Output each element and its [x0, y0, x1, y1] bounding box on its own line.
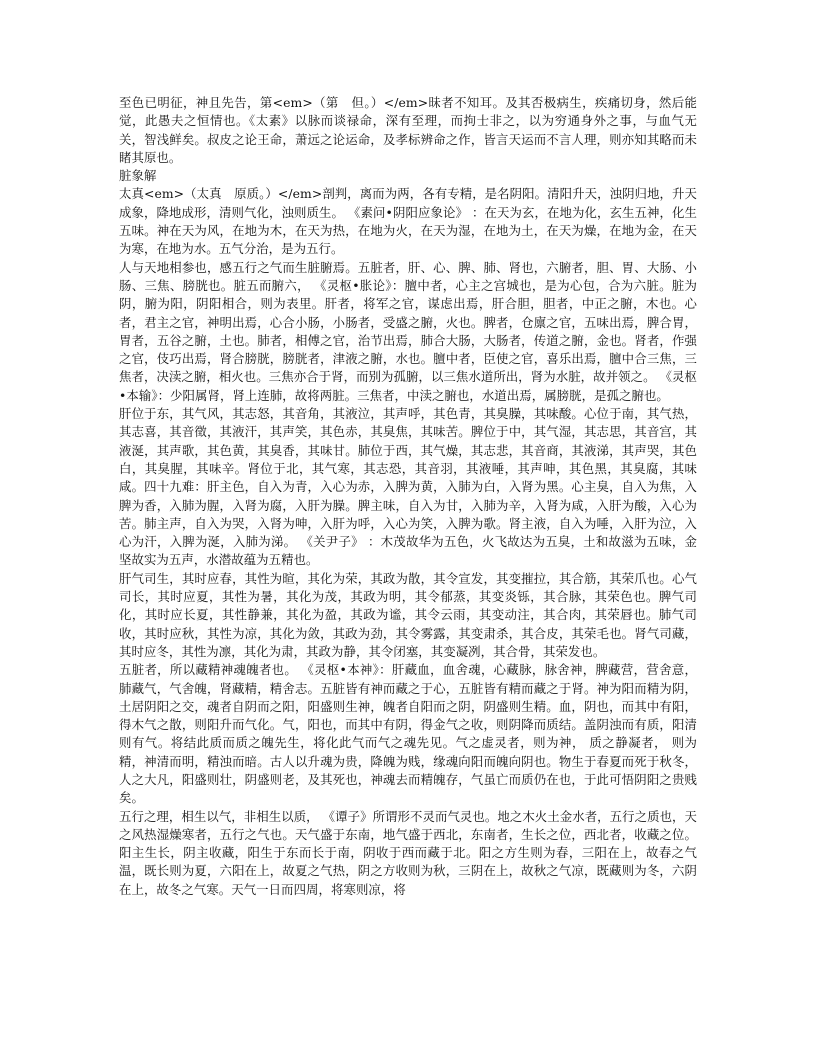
- document-page: [119, 94, 697, 899]
- paragraph-zangfu: 人与天地相参也，感五行之气而生脏腑焉。五脏者，肝、心、脾、肺、肾也，六腑者，胆、胃、大肠、小肠、三焦、膀胱也。脏五而腑六， 《灵枢•胀论》：膻中者，心主之宫城也，是为心包，合为六脏。脏为阴，腑为阳，阴阳相合，则为表里。肝者，将军之官，谋虑出焉，肝合胆，胆者，中正之腑，木也。心者，君主之官，神明出焉，心合小肠，小肠者，受盛之腑，火也。脾者，仓廪之官，五味出焉，脾合胃，胃者，五谷之腑，土也。肺者，相傅之官，治节出焉，肺合大肠，大肠者，传道之腑，金也。肾者，作强之官，伎巧出焉，肾合膀胱，膀胱者，津液之腑，水也。膻中者，臣使之官，喜乐出焉，膻中合三焦，三焦者，决渎之腑，相火也。三焦亦合于肾，而别为孤腑，以三焦水道所出，肾为水脏，故并领之。 《灵枢•本输》：少阳属肾，肾上连肺，故将两脏。三焦者，中渎之腑也，水道出焉，属膀胱，是孤之腑也。: [119, 259, 697, 403]
- section-heading-zangxiang: 脏象解: [119, 168, 157, 184]
- paragraph-qi-seasons: 肝气司生，其时应春，其性为暄，其化为荣，其政为散，其令宣发，其变摧拉，其合筋，其荣爪也。心气司长，其时应夏，其性为暑，其化为茂，其政为明，其令郁蒸，其变炎铄，其合脉，其荣色也。脾气司化，其时应长夏，其性静兼，其化为盈，其政为谧，其令云雨，其变动注，其合肉，其荣唇也。肺气司收，其时应秋，其性为凉，其化为敛，其政为劲，其令雾露，其变肃杀，其合皮，其荣毛也。肾气司藏，其时应冬，其性为凛，其化为肃，其政为静，其令闭塞，其变凝冽，其合骨，其荣发也。: [119, 570, 697, 659]
- paragraph-intro-continuation: 至色已明征，神且先告，第<em>（第 但。）</em>昧者不知耳。及其否极病生，疾痛切身，然后能觉，此愚夫之恒情也。《太素》以脉而谈禄命，深有至理，而拘士非之，以为穷通身外之事，与血气无关，智浅鲜矣。叔皮之论王命，萧远之论运命，及孝标辨命之作，皆言天运而不言人理，则亦知其略而未睹其原也。: [119, 95, 697, 165]
- paragraph-spirit-essence: 五脏者，所以藏精神魂魄者也。 《灵枢•本神》：肝藏血，血舍魂，心藏脉，脉舍神，脾藏营，营舍意，肺藏气，气舍魄，肾藏精，精舍志。五脏皆有神而藏之于心，五脏皆有精而藏之于肾。神为阳而精为阴，土居阴阳之交，魂者自阴而之阳，阳盛则生神，魄者自阳而之阴，阴盛则生精。血，阴也，而其中有阳，得木气之散，则阳升而气化。气，阳也，而其中有阴，得金气之收，则阴降而质结。盖阴浊而有质，阳清则有气。将结此质而质之魄先生，将化此气而气之魂先见。气之虚灵者，则为神， 质之静凝者， 则为精，神清而明，精浊而暗。古人以升魂为贵，降魄为贱，缘魂向阳而魄向阴也。物生于春夏而死于秋冬，人之大凡，阳盛则壮，阴盛则老，及其死也，神魂去而精魄存，气虽亡而质仍在也，于此可悟阴阳之贵贱矣。: [119, 662, 697, 806]
- paragraph-taizhen: 太真<em>（太真 原质。）</em>剖判，离而为两，各有专精，是名阴阳。清阳升天，浊阴归地，升天成象，降地成形，清则气化，浊则质生。 《素问•阴阳应象论》 ：在天为玄，在地为化，玄生五神，化生五味。神在天为风，在地为木，在天为热，在地为火，在天为湿，在地为土，在天为燥，在地为金，在天为寒，在地为水。五气分治，是为五行。: [119, 186, 697, 257]
- paragraph-five-phases: 五行之理，相生以气，非相生以质， 《谭子》所谓形不灵而气灵也。地之木火土金水者，五行之质也，天之风热湿燥寒者，五行之气也。天气盛于东南，地气盛于西北，东南者，生长之位，西北者，收藏之位。阳主生长，阴主收藏，阳生于东而长于南，阴收于西而藏于北。阳之方生则为春，三阳在上，故春之气温，既长则为夏，六阳在上，故夏之气热，阴之方收则为秋，三阴在上，故秋之气凉，既藏则为冬，六阴在上，故冬之气寒。天气一日而四周，将寒则凉，将: [119, 808, 697, 897]
- paragraph-five-directions: 肝位于东，其气风，其志怒，其音角，其液泣，其声呼，其色青，其臭臊，其味酸。心位于南，其气热，其志喜，其音徵，其液汗，其声笑，其色赤，其臭焦，其味苦。脾位于中，其气湿，其志思，其音宫，其液涎，其声歌，其色黄，其臭香，其味甘。肺位于西，其气燥，其志悲，其音商，其液涕，其声哭，其色白，其臭腥，其味辛。肾位于北，其气寒，其志恐，其音羽，其液唾，其声呻，其色黑，其臭腐，其味咸。四十九难：肝主色，自入为青，入心为赤，入脾为黄，入肺为白，入肾为黑。心主臭，自入为焦，入脾为香，入肺为腥，入肾为腐，入肝为臊。脾主味，自入为甘，入肺为辛，入肾为咸，入肝为酸，入心为苦。肺主声，自入为哭，入肾为呻，入肝为呼，入心为笑，入脾为歌。肾主液，自入为唾，入肝为泣，入心为汗，入脾为涎，入肺为涕。 《关尹子》 ：木茂故华为五色，火飞故达为五臭，土和故滋为五味，金坚故实为五声，水潜故蕴为五精也。: [119, 406, 697, 568]
